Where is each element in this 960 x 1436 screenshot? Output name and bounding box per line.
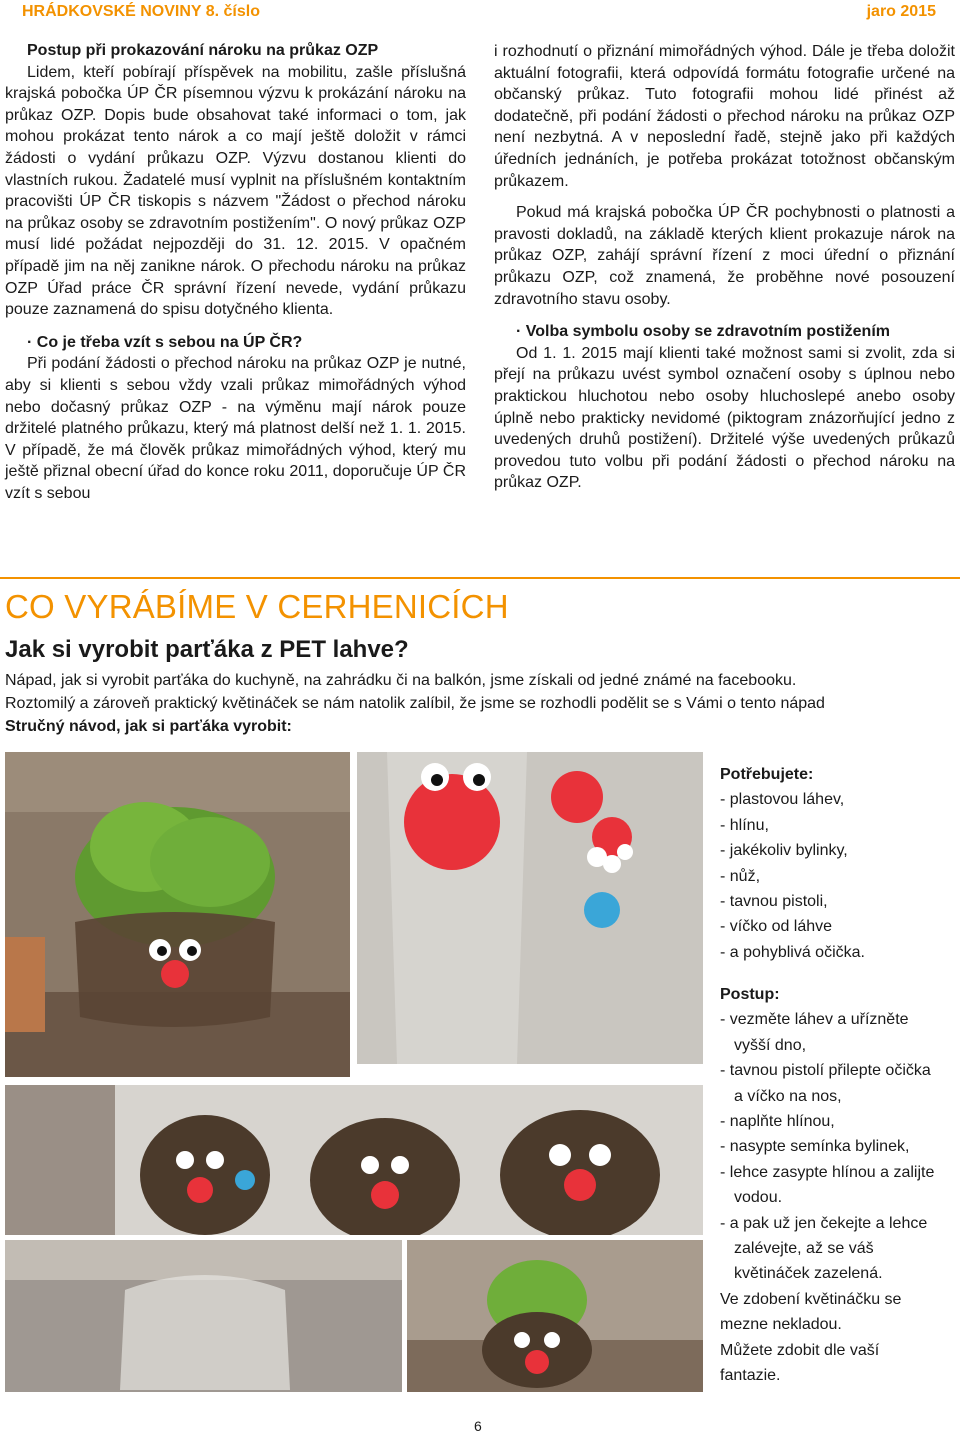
list-item: - hlínu, (720, 816, 769, 834)
photo-finished-planter (5, 752, 350, 1077)
paragraph: Od 1. 1. 2015 mají klienti také možnost sami si zvolit, zda si přejí na průkazu uvést symbol označení osoby s úplnou nebo praktickou hluchotou nebo osoby hluchoslepé anebo osoby úplně nebo prakticky nevidomé (piktogram znázorňující jedno z uvedených druhů postižení). Držitelé výše uvedených průkazů provedou tuto volbu při podání žádosti o přechod nároku na průkaz OZP. (494, 344, 955, 492)
paragraph: Pokud má krajská pobočka ÚP ČR pochybnosti o platnosti a pravosti dokladů, na základě kterých klient prokazuje nárok na průkaz OZP, zahájí správní řízení z moci úřední o přiznání průkazu OZP, což znamená, že proběhne nové posouzení zdravotního stavu osoby. (494, 204, 955, 308)
photo-collage (5, 752, 703, 1392)
list-item: - nasypte semínka bylinek, (720, 1138, 910, 1156)
intro-line: Roztomilý a zároveň praktický květináček se nám natolik zalíbil, že jsme se rozhodli podělit se s Vámi o tento nápad (5, 695, 825, 712)
header-title: HRÁDKOVSKÉ NOVINY 8. číslo (22, 3, 260, 20)
paragraph: Lidem, kteří pobírají příspěvek na mobilitu, zašle příslušná krajská pobočka ÚP ČR písemnou výzvu k prokázání nároku na průkaz OZP. Dopis bude obsahovat také informaci o tom, jak mohou prokázat tento nárok a co mají ještě doložit v rámci žádosti o vydání průkazu OZP. Výzvu dostanou klienti do vlastních rukou. Žadatelé musí vyplnit na příslušném kontaktním pracovišti ÚP ČR tiskopis s názvem "Žádost o přechod nároku na průkaz osoby se zdravotním postižením". O nový průkaz OZP musí lidé požádat nejpozději do 31. 12. 2015. V opačném případě jim na něj zanikne nárok. O přechodu nároku na průkaz OZP Úřad práce ČR správní řízení nevede, vydání průkazu pouze zaznamená do spisu dotyčného klienta. (5, 63, 466, 319)
needs-title: Potřebujete: (720, 766, 814, 783)
list-item: - jakékoliv bylinky, (720, 842, 848, 860)
intro-line: Stručný návod, jak si parťáka vyrobit: (5, 718, 292, 735)
photo-materials (357, 752, 703, 1064)
page-number: 6 (474, 1418, 482, 1434)
list-item: - tavnou pistolí přilepte očička a víčko na nos, (720, 1062, 931, 1105)
needs-list (720, 762, 955, 965)
list-item: - a pohyblivá očička. (720, 943, 865, 961)
paragraph: i rozhodnutí o přiznání mimořádných výhod. Dále je třeba doložit aktuální fotografii, která odpovídá formátu fotografie určené na občanský průkaz. Tuto fotografii mohou lidé přinést až dodatečně, při podání žádosti o přechod nároku na průkaz OZP není nezbytná. A v neposlední řadě, stejně jako při každých úředních jednáních, je potřeba prokázat totožnost občanským průkazem. (494, 43, 955, 190)
intro (5, 669, 960, 738)
section-title: CO VYRÁBÍME V CERHENICÍCH (5, 588, 509, 625)
header-season: jaro 2015 (866, 3, 936, 20)
list-item: - tavnou pistoli, (720, 893, 828, 911)
left-column (5, 40, 466, 504)
article-title: Jak si vyrobit parťáka z PET lahve? (5, 636, 409, 663)
closing-text: Můžete zdobit dle vaší fantazie. (720, 1341, 880, 1385)
list-item: - lehce zasypte hlínou a zalijte vodou. (720, 1163, 935, 1207)
steps-title: Postup: (720, 986, 780, 1003)
photo-cut-bottle (5, 1240, 402, 1392)
right-column (494, 41, 955, 494)
photo-small-planter (407, 1240, 703, 1392)
section-divider (0, 577, 960, 579)
list-item: - plastovou láhev, (720, 791, 845, 809)
list-item: - víčko od láhve (720, 918, 833, 936)
section-heading: Postup při prokazování nároku na průkaz OZP (27, 42, 379, 59)
subheading: · Volba symbolu osoby se zdravotním postižením (516, 323, 890, 341)
list-item: - naplňte hlínou, (720, 1113, 835, 1131)
steps-list (720, 982, 942, 1389)
paragraph: Při podání žádosti o přechod nároku na průkaz OZP je nutné, aby si klienti s sebou vždy vzali průkaz mimořádných výhod nebo dočasný průkaz OZP - na výměnu mají nárok pouze držitelé platného průkazu, který má platnost delší než 1. 1. 2015. V případě, že má člověk průkaz mimořádných výhod, který mu ještě přiznal obecní úřad do konce roku 2011, doporučuje ÚP ČR vzít s sebou (5, 355, 466, 502)
intro-line: Nápad, jak si vyrobit parťáka do kuchyně, na zahrádku či na balkón, jsme získali od jedné známé na facebooku. (5, 672, 797, 689)
subheading: · Co je třeba vzít s sebou na ÚP ČR? (27, 333, 303, 351)
list-item: - nůž, (720, 867, 761, 885)
photo-planters-row (5, 1085, 703, 1235)
list-item: - vezměte láhev a uřízněte vyšší dno, (720, 1011, 909, 1054)
list-item: - a pak už jen čekejte a lehce zalévejte, až se váš květináček zazelená. (720, 1214, 928, 1283)
closing-text: Ve zdobení květináčku se mezne nekladou. (720, 1290, 902, 1334)
